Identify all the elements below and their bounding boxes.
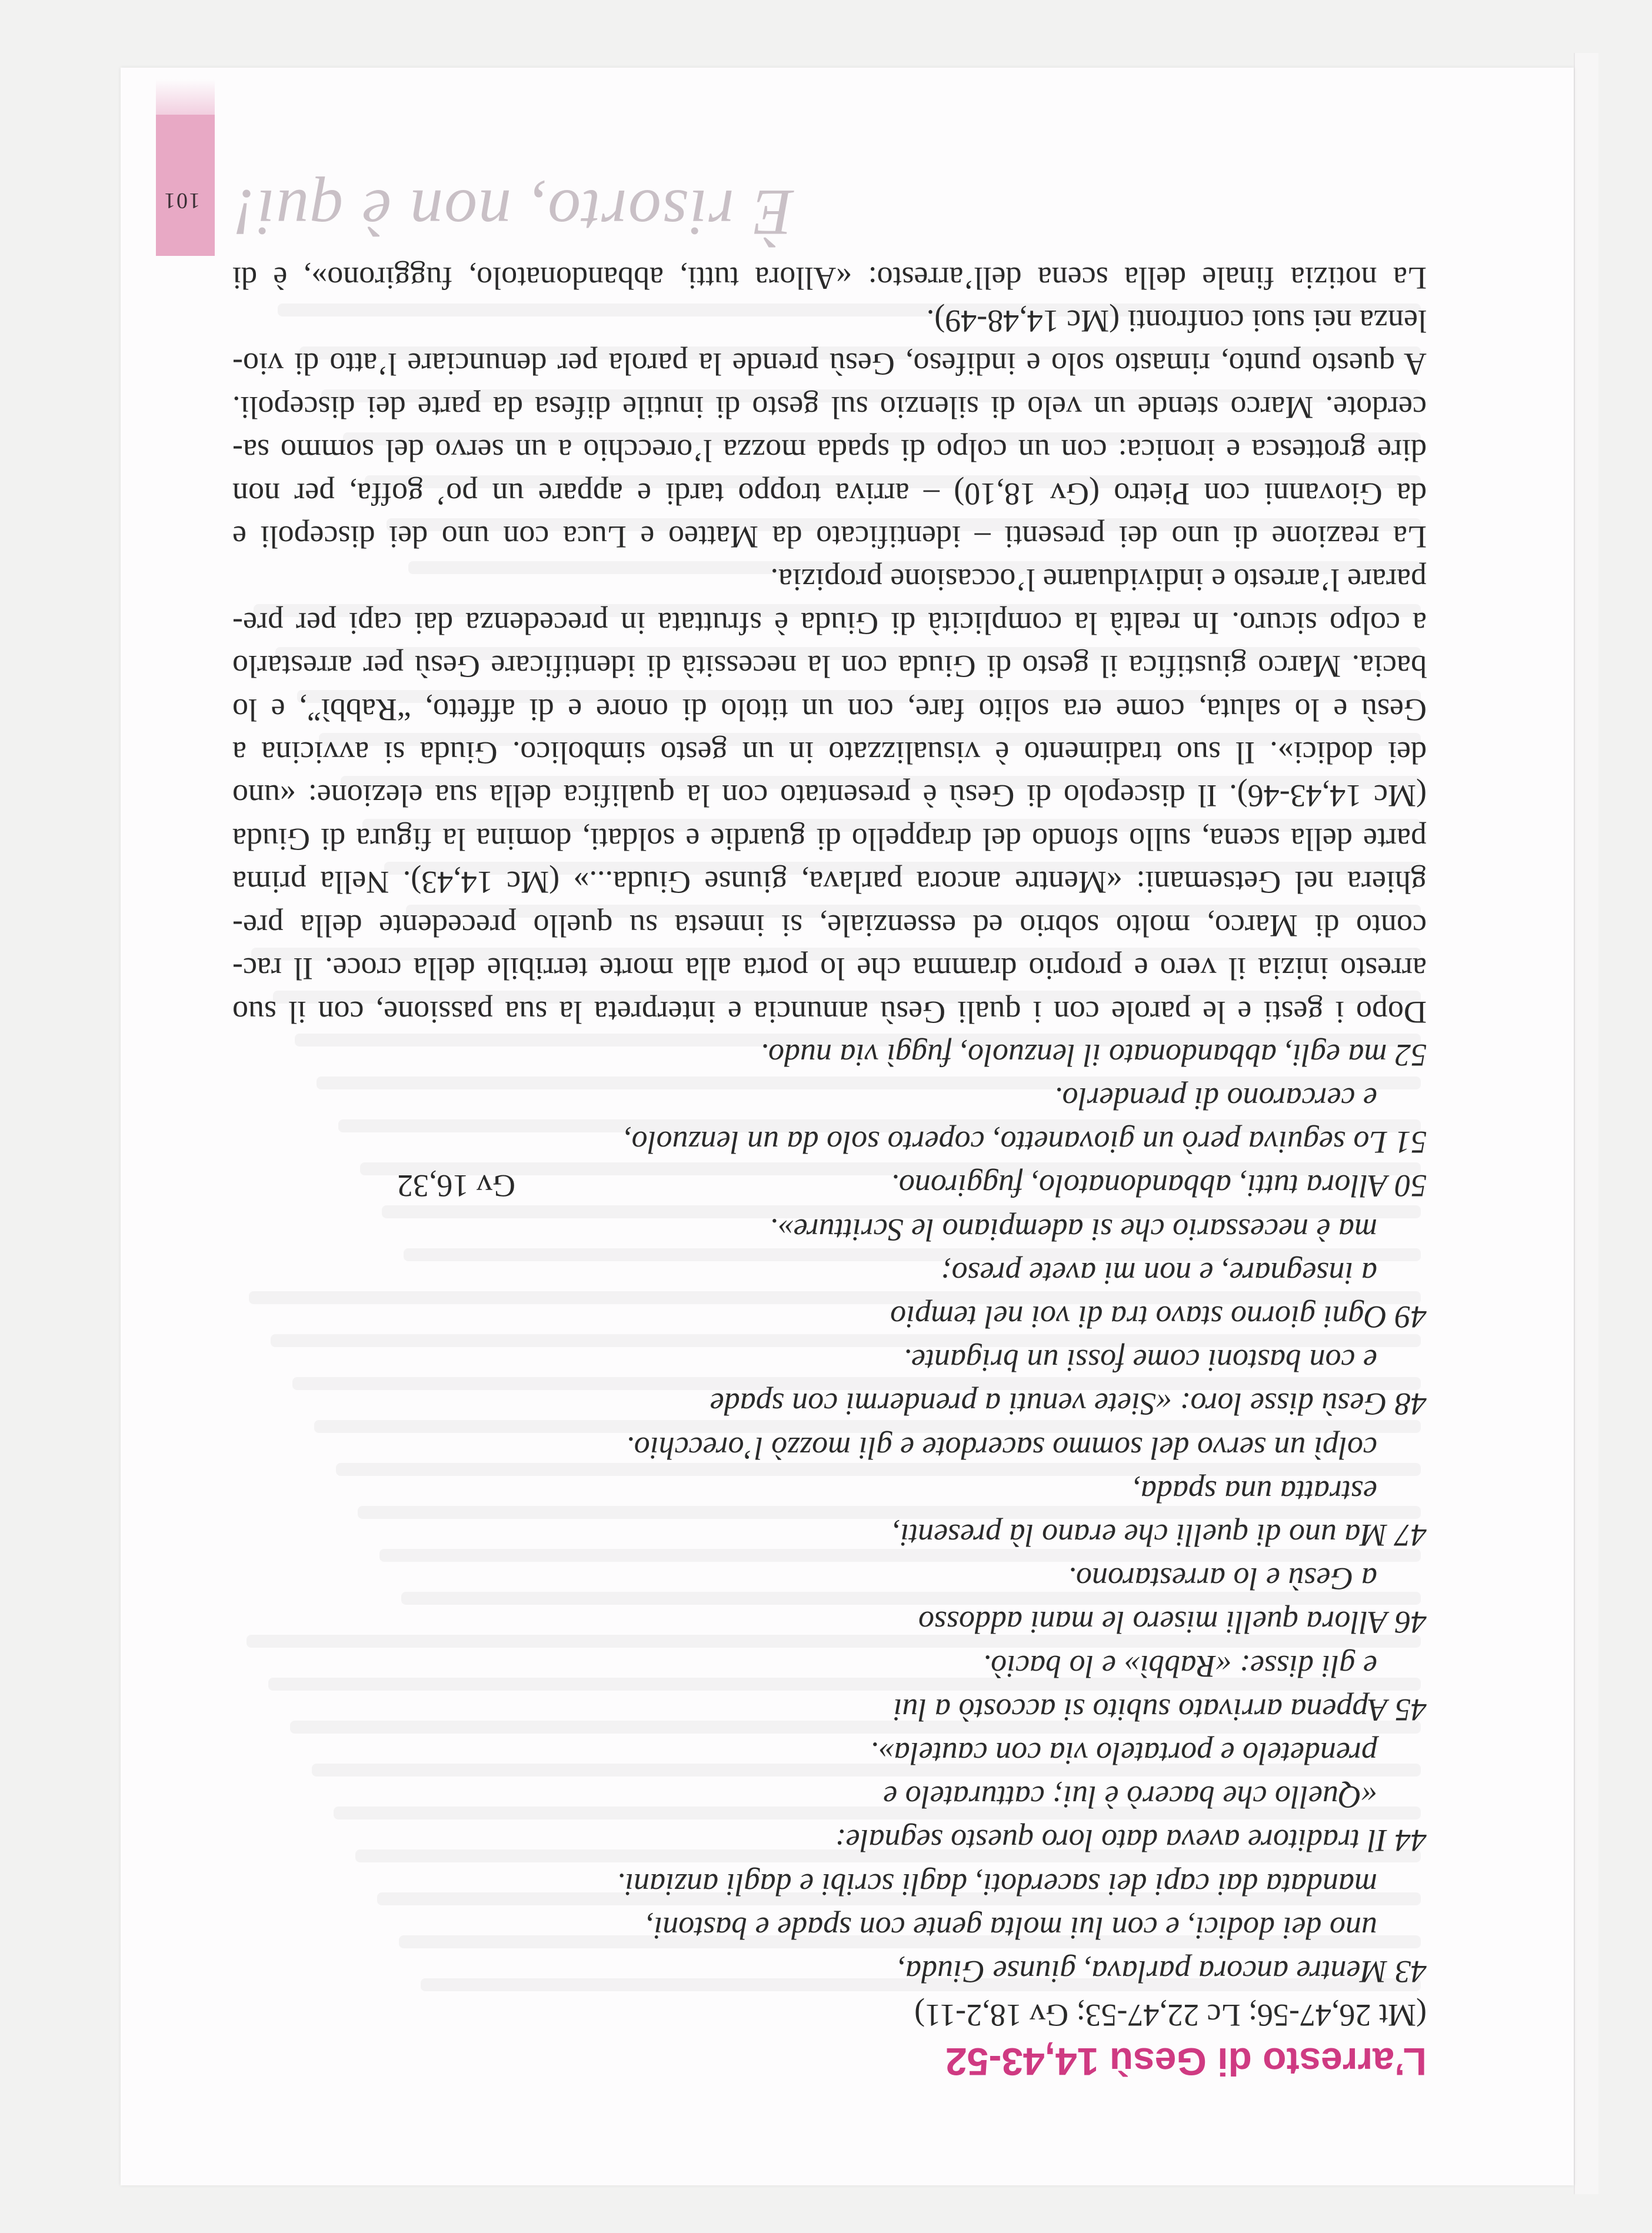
parallel-references: (Mt 26,47-56; Lc 22,47-53; Gv 18,2-11) [914, 1998, 1427, 2033]
prose-line: conto di Marco, molto sobrio ed essenziale, si innesta su quello precedente della pre- [232, 908, 1427, 944]
verse-line: «Quello che bacerò è lui; catturatelo e [883, 1779, 1377, 1815]
prose-line: bacia. Marco giustifica il gesto di Giuda con la necessità di identificare Gesù per arrestarlo [232, 649, 1427, 685]
page-number: 101 [163, 188, 200, 213]
verse-line: uno dei dodici, e con lui molta gente con spade e bastoni, [645, 1910, 1377, 1946]
verse-line: prendetelo e portatelo via con cautela». [870, 1735, 1377, 1771]
prose-line: arresto inizia il vero e proprio dramma che lo porta alla morte terribile della croce. Il rac- [232, 951, 1427, 987]
prose-line: a colpo sicuro. In realtà la complicità di Giuda è sfruttata in precedenza dai capi per pre- [232, 605, 1427, 641]
verse-line: a Gesù e lo arrestarono. [1068, 1561, 1377, 1597]
prose-line: dire grottesca e ironica: con un colpo di spada mozza l’orecchio a un servo del sommo sa- [232, 433, 1427, 469]
page-tab-gradient [156, 79, 215, 115]
prose-line: da Giovanni con Pietro (Gv 18,10) – arriva troppo tardi e appare un po’ goffa, per non [232, 476, 1427, 512]
prose-line: parare l’arresto e individuarne l’occasione propizia. [770, 562, 1427, 598]
prose-line: dei dodici». Il suo tradimento è visualizzato in un gesto simbolico. Giuda si avvicina a [232, 735, 1427, 771]
verse-line: a insegnare, e non mi avete preso; [941, 1255, 1377, 1291]
commentary-text [232, 256, 1427, 1033]
prose-line: Dopo i gesti e le parole con i quali Gesù annuncia e interpreta la sua passione, con il suo [232, 994, 1427, 1030]
verse-line: estratta una spada, [1133, 1474, 1377, 1509]
cross-reference: Gv 16,32 [397, 1168, 515, 1204]
prose-line: La reazione di uno dei presenti – identificato da Matteo e Luca con uno dei discepoli e [232, 519, 1427, 555]
verse-line: colpì un servo del sommo sacerdote e gli mozzò l’orecchio. [626, 1430, 1377, 1466]
verse-line-start: 51 Lo seguiva però un giovanetto, coperto solo da un lenzuolo, [624, 1125, 1427, 1161]
verse-line-start: 45 Appena arrivato subito si accostò a lui [893, 1692, 1427, 1728]
prose-line: cerdote. Marco stende un velo di silenzio sul gesto di inutile difesa da parte dei discepoli. [232, 389, 1427, 425]
verse-line-start: 50 Allora tutti, abbandonatolo, fuggirono. Gv 16,32 [232, 1164, 1427, 1208]
prose-line: ghiera nel Getsemani: «Mentre ancora parlava, giunse Giuda...» (Mc 14,43). Nella prima [232, 865, 1427, 901]
verse-line-start: 43 Mentre ancora parlava, giunse Giuda, [897, 1954, 1427, 1989]
book-title: È risorto, non è qui! [232, 176, 794, 249]
book-page [121, 68, 1574, 2185]
verse-line-start: 49 Ogni giorno stavo tra di voi nel tempio [890, 1299, 1427, 1335]
verse-line-start: 48 Gesù disse loro: «Siete venuti a prendermi con spade [710, 1387, 1427, 1422]
page-content [232, 256, 1427, 2085]
running-header [121, 162, 1574, 250]
gospel-passage [232, 1034, 1427, 1994]
prose-line: La notizia finale della scena dell’arresto: «Allora tutti, abbandonatolo, fuggirono», è di [232, 260, 1427, 296]
prose-line: Gesù e lo saluta, come era solito fare, con un titolo di onore e di affetto, “Rabbì”, e lo [232, 692, 1427, 728]
page-number-tab [156, 115, 215, 256]
prose-line: parte della scena, sullo sfondo del drappello di guardie e soldati, domina la figura di Giuda [232, 821, 1427, 857]
verse-line-start: 52 ma egli, abbandonato il lenzuolo, fuggì via nudo. [760, 1037, 1427, 1073]
verse-line-start: 44 Il traditore aveva dato loro questo segnale: [835, 1823, 1427, 1859]
verse-line-start: 46 Allora quelli misero le mani addosso [918, 1605, 1427, 1641]
prose-line: lenza nei suoi confronti (Mc 14,48-49). [926, 304, 1427, 339]
page-edge [1574, 53, 1598, 2194]
verse-line: ma è necessario che si adempiano le Scritture». [770, 1212, 1377, 1248]
verse-line: e con bastoni come fossi un brigante. [903, 1343, 1377, 1379]
section-title: L’arresto di Gesù 14,43-52 [945, 2040, 1427, 2084]
prose-line: (Mc 14,43-46). Il discepolo di Gesù è presentato con la qualifica della sua elezione: «uno [232, 778, 1427, 814]
prose-line: A questo punto, rimasto solo e indifeso, Gesù prende la parola per denunciare l’atto di vio- [232, 346, 1427, 382]
verse-line-start: 47 Ma uno di quelli che erano là presenti, [892, 1517, 1427, 1553]
verse-line: e cercarono di prenderlo. [1054, 1081, 1377, 1116]
verse-line: mandata dai capi dei sacerdoti, dagli scribi e dagli anziani. [617, 1867, 1377, 1902]
verse-line: e gli disse: «Rabbì» e lo baciò. [982, 1648, 1377, 1684]
